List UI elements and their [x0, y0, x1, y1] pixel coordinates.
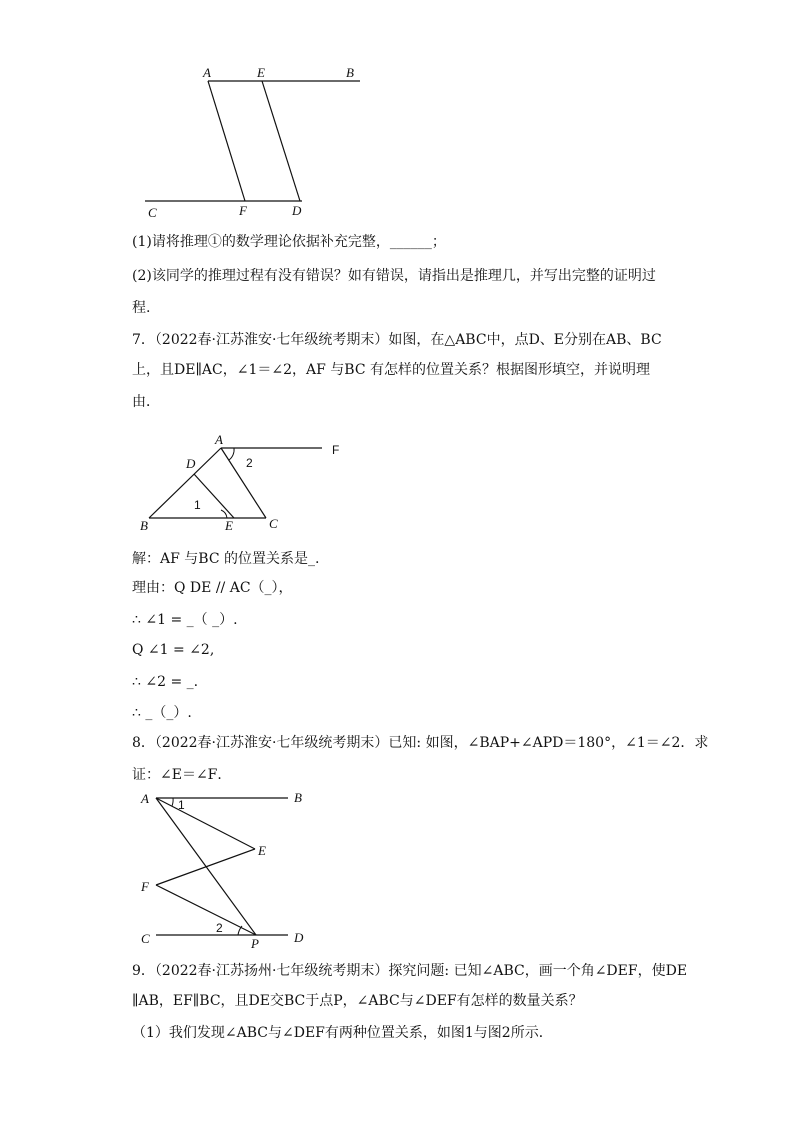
q6-part1: (1)请将推理①的数学理论依据补充完整，______； — [132, 234, 446, 250]
q6-part2-line1: (2)该同学的推理过程有没有错误？如有错误，请指出是推理几，并写出完整的证明过 — [132, 268, 656, 284]
label-D: D — [186, 456, 196, 471]
q7-reason-line2: ∴ ∠1 = _（ _）. — [132, 612, 238, 628]
label-P: P — [251, 936, 259, 951]
q7-reason-line4: ∴ ∠2 = _. — [132, 674, 199, 690]
q7-answer-line: 解：AF 与BC 的位置关系是_. — [132, 551, 320, 567]
label-A: A — [203, 65, 211, 80]
label-B: B — [140, 518, 148, 533]
q9-part1: （1）我们发现∠ABC与∠DEF有两种位置关系，如图1与图2所示． — [132, 1025, 553, 1041]
q8-question-line1: 8．（2022春·江苏淮安·七年级统考期末）已知: 如图，∠BAP+∠APD＝180°，∠1＝∠2．求 — [132, 735, 709, 751]
label-A: A — [215, 432, 223, 447]
label-D: D — [292, 203, 302, 218]
label-E: E — [258, 843, 266, 858]
q7-question-line2: 上，且DE∥AC，∠1＝∠2，AF 与BC 有怎样的位置关系？根据图形填空，并说明理 — [132, 362, 650, 378]
q7-reason-line5: ∴ _（_）. — [132, 705, 192, 721]
label-E: E — [257, 65, 265, 80]
q8-question-line2: 证：∠E＝∠F． — [132, 767, 232, 783]
label-C: C — [269, 516, 278, 531]
label-E: E — [225, 518, 233, 533]
q7-reason-line1: 理由：Q DE // AC（_）， — [132, 580, 293, 596]
q7-question-line1: 7．（2022春·江苏淮安·七年级统考期末）如图，在△ABC中，点D、E分别在AB、BC — [132, 332, 662, 348]
label-F: F — [332, 443, 340, 457]
q9-question-line1: 9．（2022春·江苏扬州·七年级统考期末）探究问题: 已知∠ABC，画一个角∠DEF，使DE — [132, 963, 688, 979]
angle-2-label: 2 — [246, 456, 253, 470]
label-B: B — [346, 65, 354, 80]
label-A: A — [141, 791, 149, 806]
angle-2-label: 2 — [216, 921, 223, 935]
q6-part2-line2: 程. — [132, 300, 151, 316]
label-B: B — [294, 790, 302, 805]
label-F: F — [239, 203, 247, 218]
triangle-figure-q7 — [136, 430, 356, 535]
angle-1-label: 1 — [178, 798, 185, 812]
parallel-lines-figure-q8 — [138, 788, 328, 951]
parallel-lines-figure-q6 — [140, 62, 370, 222]
q7-reason-line3: Q ∠1 = ∠2, — [132, 642, 215, 658]
label-C: C — [148, 205, 157, 220]
q7-question-line3: 由． — [132, 394, 160, 410]
angle-1-label: 1 — [194, 498, 201, 512]
label-D: D — [294, 930, 304, 945]
label-C: C — [141, 931, 150, 946]
label-F: F — [141, 879, 149, 894]
q9-question-line2: ∥AB，EF∥BC，且DE交BC于点P，∠ABC与∠DEF有怎样的数量关系？ — [132, 993, 583, 1009]
